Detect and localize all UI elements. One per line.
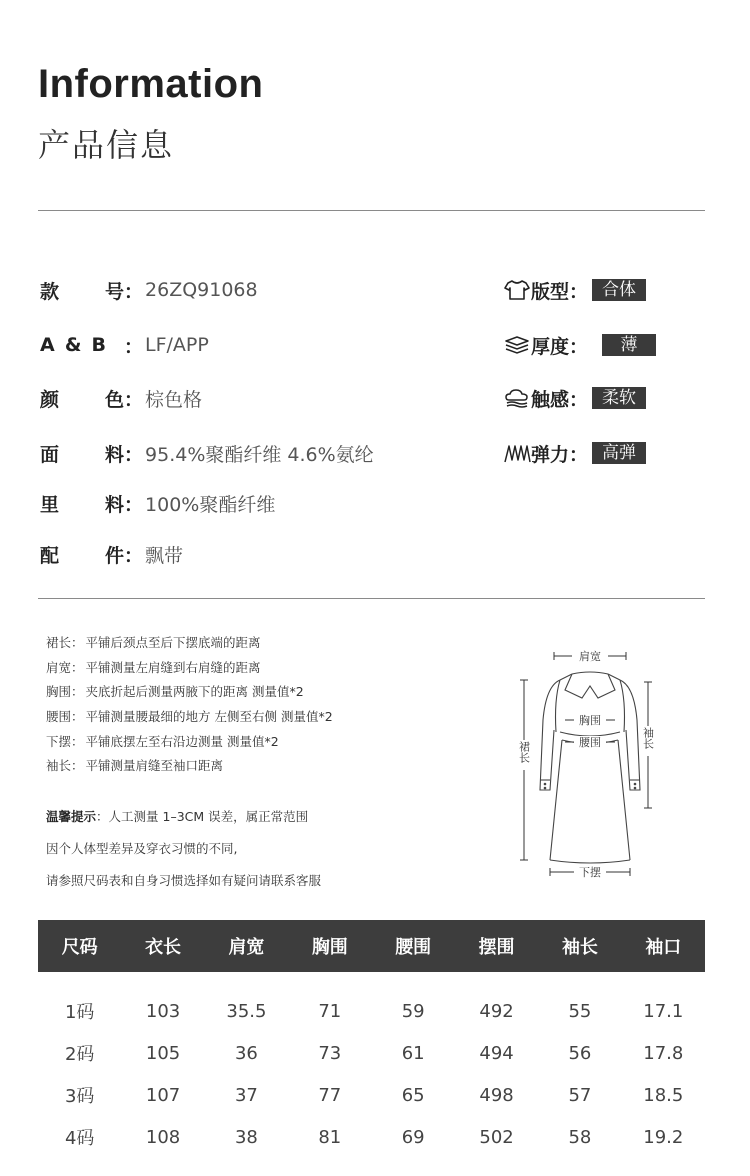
attr-label: 厚度 xyxy=(531,335,570,358)
info-value: 飘带 xyxy=(145,544,184,567)
table-cell: 69 xyxy=(401,1126,425,1148)
info-label-char: 面 xyxy=(40,443,60,466)
table-row xyxy=(38,990,705,1032)
info-label-char: 颜 xyxy=(40,388,60,411)
measurement-guide xyxy=(46,630,486,778)
info-colon: ： xyxy=(124,544,144,567)
table-cell: 502 xyxy=(479,1126,514,1148)
attr-badge: 柔软 xyxy=(592,387,646,409)
diagram-label-chest: 胸围 xyxy=(579,714,601,727)
column-header: 摆围 xyxy=(478,937,515,958)
measure-colon: ： xyxy=(71,758,84,774)
cloud-icon xyxy=(503,387,531,409)
measure-name: 腰围 xyxy=(46,709,72,725)
info-label xyxy=(40,385,124,412)
info-value: LF/APP xyxy=(145,334,209,356)
column-header: 肩宽 xyxy=(228,937,265,958)
dress-diagram xyxy=(510,640,670,880)
info-row-fabric xyxy=(40,440,374,466)
size-table-body xyxy=(38,972,705,1158)
page-title: Information xyxy=(38,62,264,106)
info-label-char: 色 xyxy=(104,388,124,411)
measure-item xyxy=(46,679,486,704)
info-row-lining xyxy=(40,490,275,516)
measure-name: 胸围 xyxy=(46,684,72,700)
table-cell: 36 xyxy=(234,1042,258,1064)
measure-item xyxy=(46,655,486,680)
table-cell: 3码 xyxy=(64,1086,95,1107)
size-table-header xyxy=(38,920,705,972)
tip-colon: ： xyxy=(96,809,109,824)
tip-line xyxy=(46,864,486,896)
table-cell: 57 xyxy=(568,1084,592,1106)
measure-desc: 平铺后颈点至后下摆底端的距离 xyxy=(85,635,261,651)
measure-desc: 夹底折起后测量两腋下的距离 测量值*2 xyxy=(85,684,304,700)
info-label xyxy=(40,541,124,568)
spring-icon xyxy=(503,442,531,464)
info-value: 棕色格 xyxy=(145,388,203,411)
table-cell: 56 xyxy=(568,1042,592,1064)
table-cell: 77 xyxy=(318,1084,342,1106)
tip-line xyxy=(46,832,486,864)
table-cell: 107 xyxy=(145,1084,181,1106)
divider-middle xyxy=(38,598,705,599)
info-row-accessory xyxy=(40,541,183,567)
table-cell: 1码 xyxy=(64,1002,95,1023)
tip-head: 温馨提示 xyxy=(46,809,97,824)
diagram-label-length: 裙长 xyxy=(517,741,531,763)
table-row xyxy=(38,1032,705,1074)
attr-row-thickness xyxy=(503,332,656,358)
diagram-label-shoulder: 肩宽 xyxy=(579,650,601,663)
tip-text: 请参照尺码表和自身习惯选择如有疑问请联系客服 xyxy=(46,873,322,888)
attr-colon: ： xyxy=(569,335,589,358)
column-header: 衣长 xyxy=(145,937,182,958)
table-cell: 73 xyxy=(318,1042,342,1064)
attr-label: 触感 xyxy=(531,388,570,411)
column-header: 袖口 xyxy=(645,937,682,958)
info-row-style-no xyxy=(40,277,258,303)
tips xyxy=(46,800,486,896)
info-label-char: 号 xyxy=(104,280,124,303)
measure-colon: ： xyxy=(71,684,84,700)
table-cell: 105 xyxy=(145,1042,181,1064)
tip-line xyxy=(46,800,486,832)
column-header: 胸围 xyxy=(311,937,348,958)
table-cell: 492 xyxy=(479,1000,514,1022)
table-cell: 61 xyxy=(401,1042,425,1064)
table-cell: 81 xyxy=(318,1126,342,1148)
info-label xyxy=(40,334,106,356)
table-cell: 38 xyxy=(234,1126,258,1148)
table-cell: 4码 xyxy=(64,1128,95,1149)
divider-top xyxy=(38,210,705,211)
attr-label: 弹力 xyxy=(531,443,570,466)
measure-colon: ： xyxy=(71,733,84,749)
page-subtitle: 产品信息 xyxy=(38,126,175,164)
info-colon: ： xyxy=(124,493,144,516)
info-value: 26ZQ91068 xyxy=(145,279,258,301)
info-value: 95.4%聚酯纤维 4.6%氨纶 xyxy=(145,443,374,466)
table-cell: 498 xyxy=(479,1084,514,1106)
measure-desc: 平铺测量肩缝至袖口距离 xyxy=(85,758,224,774)
measure-desc: 平铺测量腰最细的地方 左侧至右侧 测量值*2 xyxy=(85,709,333,725)
attr-colon: ： xyxy=(569,443,589,466)
info-label-char: 料 xyxy=(104,443,124,466)
tip-text: 因个人体型差异及穿衣习惯的不同, xyxy=(46,841,238,856)
column-header: 尺码 xyxy=(61,937,98,958)
tip-text: 人工测量 1–3CM 误差，属正常范围 xyxy=(108,809,309,824)
table-cell: 35.5 xyxy=(226,1000,267,1022)
info-row-ab xyxy=(40,332,209,358)
size-table xyxy=(38,920,705,1158)
attr-badge: 合体 xyxy=(592,279,646,301)
info-label-char: 里 xyxy=(40,493,60,516)
info-colon: ： xyxy=(124,335,144,358)
table-cell: 19.2 xyxy=(643,1126,684,1148)
measure-name: 肩宽 xyxy=(46,659,72,675)
shirt-icon xyxy=(503,279,531,301)
column-header: 袖长 xyxy=(561,937,598,958)
measure-colon: ： xyxy=(71,659,84,675)
info-label xyxy=(40,490,124,517)
table-cell: 59 xyxy=(401,1000,425,1022)
attr-row-fit xyxy=(503,277,646,303)
table-cell: 103 xyxy=(145,1000,181,1022)
table-cell: 37 xyxy=(234,1084,258,1106)
measure-name: 袖长 xyxy=(46,758,72,774)
attr-colon: ： xyxy=(569,388,589,411)
info-label xyxy=(40,277,124,304)
info-label-char: 料 xyxy=(104,493,124,516)
measure-name: 下摆 xyxy=(46,733,72,749)
info-label-char: B xyxy=(91,334,106,356)
attr-label: 版型 xyxy=(531,280,570,303)
measure-item xyxy=(46,728,486,753)
info-colon: ： xyxy=(124,388,144,411)
table-row xyxy=(38,1074,705,1116)
table-cell: 2码 xyxy=(64,1044,95,1065)
attr-badge: 薄 xyxy=(602,334,656,356)
table-row xyxy=(38,1116,705,1158)
table-cell: 494 xyxy=(479,1042,514,1064)
info-colon: ： xyxy=(124,443,144,466)
measure-name: 裙长 xyxy=(46,635,72,651)
table-cell: 65 xyxy=(401,1084,425,1106)
table-cell: 18.5 xyxy=(643,1084,684,1106)
diagram-label-hem: 下摆 xyxy=(579,866,601,879)
attr-row-elasticity xyxy=(503,440,646,466)
info-label-char: 配 xyxy=(40,544,60,567)
info-label-char: & xyxy=(64,334,82,356)
measure-colon: ： xyxy=(71,709,84,725)
attr-badge: 高弹 xyxy=(592,442,646,464)
measure-item xyxy=(46,753,486,778)
measure-desc: 平铺底摆左至右沿边测量 测量值*2 xyxy=(85,733,279,749)
info-label-char: A xyxy=(40,334,55,356)
info-row-color xyxy=(40,385,202,411)
diagram-label-sleeve: 袖长 xyxy=(641,727,655,749)
diagram-label-waist: 腰围 xyxy=(579,736,601,749)
info-value: 100%聚酯纤维 xyxy=(145,493,276,516)
measure-item xyxy=(46,630,486,655)
layers-icon xyxy=(503,334,531,356)
attr-colon: ： xyxy=(569,280,589,303)
table-cell: 108 xyxy=(145,1126,181,1148)
measure-colon: ： xyxy=(71,635,84,651)
attr-row-touch xyxy=(503,385,646,411)
table-cell: 71 xyxy=(318,1000,342,1022)
table-cell: 55 xyxy=(568,1000,592,1022)
info-label-char: 件 xyxy=(104,544,124,567)
table-cell: 58 xyxy=(568,1126,592,1148)
column-header: 腰围 xyxy=(395,937,432,958)
measure-desc: 平铺测量左肩缝到右肩缝的距离 xyxy=(85,659,261,675)
info-label-char: 款 xyxy=(40,280,60,303)
info-label xyxy=(40,440,124,467)
info-colon: ： xyxy=(124,280,144,303)
measure-item xyxy=(46,704,486,729)
table-cell: 17.8 xyxy=(643,1042,684,1064)
table-cell: 17.1 xyxy=(643,1000,684,1022)
